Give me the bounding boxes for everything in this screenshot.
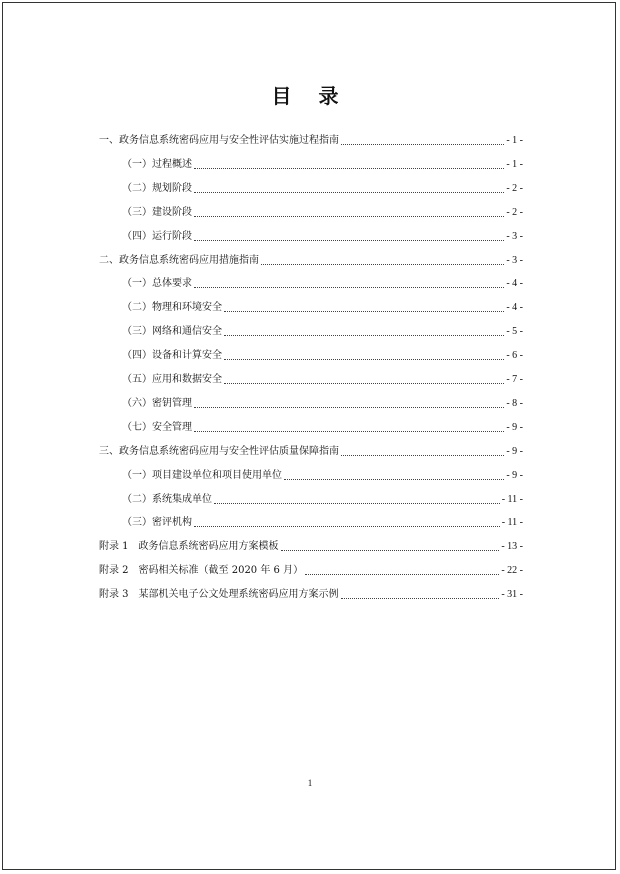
- toc-leader-dots: [214, 503, 500, 504]
- toc-entry-page: - 9 -: [506, 445, 523, 457]
- toc-entry-page: - 6 -: [506, 350, 523, 362]
- toc-entry[interactable]: [122, 419, 523, 435]
- toc-entry[interactable]: [99, 252, 523, 268]
- toc-entry-label: （四）运行阶段: [122, 230, 192, 242]
- toc-entry-page: - 2 -: [506, 206, 523, 218]
- toc-leader-dots: [284, 479, 504, 480]
- toc-leader-dots: [194, 192, 504, 193]
- toc-leader-dots: [194, 431, 504, 432]
- toc-entry[interactable]: [122, 371, 523, 387]
- toc-entry-label: （二）系统集成单位: [122, 493, 212, 505]
- toc-entry-page: - 13 -: [501, 541, 523, 553]
- toc-entry[interactable]: [122, 156, 523, 172]
- toc-entry[interactable]: [99, 443, 523, 459]
- toc-entry[interactable]: [122, 204, 523, 220]
- toc-entry-label: （七）安全管理: [122, 421, 192, 433]
- toc-entry-label: （一）总体要求: [122, 278, 192, 290]
- toc-entry-label: （三）密评机构: [122, 517, 192, 529]
- toc-entry-page: - 8 -: [506, 397, 523, 409]
- toc-leader-dots: [194, 407, 504, 408]
- toc-leader-dots: [341, 144, 504, 145]
- toc-entry-page: - 9 -: [506, 469, 523, 481]
- toc-entry-page: - 9 -: [506, 421, 523, 433]
- toc-leader-dots: [194, 216, 504, 217]
- toc-entry-page: - 5 -: [506, 326, 523, 338]
- toc-entry-label: 一、政务信息系统密码应用与安全性评估实施过程指南: [99, 135, 339, 146]
- toc-entry-label: （六）密钥管理: [122, 397, 192, 409]
- toc-entry-page: - 1 -: [506, 135, 523, 146]
- toc-entry-label: （三）建设阶段: [122, 206, 192, 218]
- toc-entry[interactable]: [99, 562, 523, 578]
- toc-entry[interactable]: [122, 180, 523, 196]
- toc-entry-page: - 31 -: [501, 589, 523, 601]
- toc-entry[interactable]: [122, 491, 523, 507]
- toc-leader-dots: [194, 168, 504, 169]
- toc-entry[interactable]: [122, 275, 523, 291]
- toc-entry-label: （二）物理和环境安全: [122, 302, 222, 314]
- toc-entry[interactable]: [122, 323, 523, 339]
- toc-entry[interactable]: [122, 395, 523, 411]
- toc-entry-page: - 2 -: [506, 182, 523, 194]
- toc-entry-label: （五）应用和数据安全: [122, 374, 222, 385]
- toc-leader-dots: [224, 335, 504, 336]
- toc-entry[interactable]: [122, 514, 523, 530]
- toc-entry[interactable]: [99, 586, 523, 602]
- toc-entry-label: （一）过程概述: [122, 158, 192, 170]
- toc-leader-dots: [224, 383, 504, 384]
- toc-leader-dots: [224, 359, 504, 360]
- toc-entry-page: - 4 -: [506, 278, 523, 290]
- toc-entry[interactable]: [99, 132, 523, 148]
- toc-entry-label: （四）设备和计算安全: [122, 350, 222, 362]
- toc-leader-dots: [224, 311, 504, 312]
- toc-entry-page: - 22 -: [501, 565, 523, 577]
- toc-entry-label: （一）项目建设单位和项目使用单位: [122, 469, 282, 481]
- toc-leader-dots: [194, 287, 504, 288]
- toc-entry-page: - 11 -: [501, 517, 523, 529]
- toc-entry-label: （二）规划阶段: [122, 182, 192, 194]
- toc-leader-dots: [194, 526, 500, 527]
- toc-leader-dots: [261, 264, 504, 265]
- toc-entry[interactable]: [122, 228, 523, 244]
- toc-leader-dots: [341, 455, 504, 456]
- toc-entry[interactable]: [122, 347, 523, 363]
- page-title: 目 录: [271, 84, 349, 108]
- toc-entry-page: - 7 -: [506, 374, 523, 385]
- toc-leader-dots: [305, 574, 499, 575]
- toc-entry-page: - 1 -: [506, 158, 523, 170]
- toc-entry-page: - 4 -: [506, 302, 523, 314]
- toc-leader-dots: [341, 598, 500, 599]
- toc-entry-page: - 11 -: [501, 493, 523, 505]
- toc-entry-page: - 3 -: [506, 254, 523, 266]
- toc-leader-dots: [281, 550, 500, 551]
- toc-entry-label: 附录 3 某部机关电子公文处理系统密码应用方案示例: [99, 589, 339, 601]
- toc-entry-label: 三、政务信息系统密码应用与安全性评估质量保障指南: [99, 445, 339, 457]
- page-number: 1: [307, 778, 313, 788]
- toc-entry-label: （三）网络和通信安全: [122, 326, 222, 338]
- toc-leader-dots: [194, 240, 504, 241]
- toc-entry-label: 二、政务信息系统密码应用措施指南: [99, 254, 259, 266]
- toc-entry[interactable]: [122, 467, 523, 483]
- toc-entry[interactable]: [99, 538, 523, 554]
- toc-entry-label: 附录 1 政务信息系统密码应用方案模板: [99, 541, 279, 553]
- toc-entry-page: - 3 -: [506, 230, 523, 242]
- toc-entry-label: 附录 2 密码相关标准（截至 2020 年 6 月）: [99, 565, 304, 577]
- toc-entry[interactable]: [122, 299, 523, 315]
